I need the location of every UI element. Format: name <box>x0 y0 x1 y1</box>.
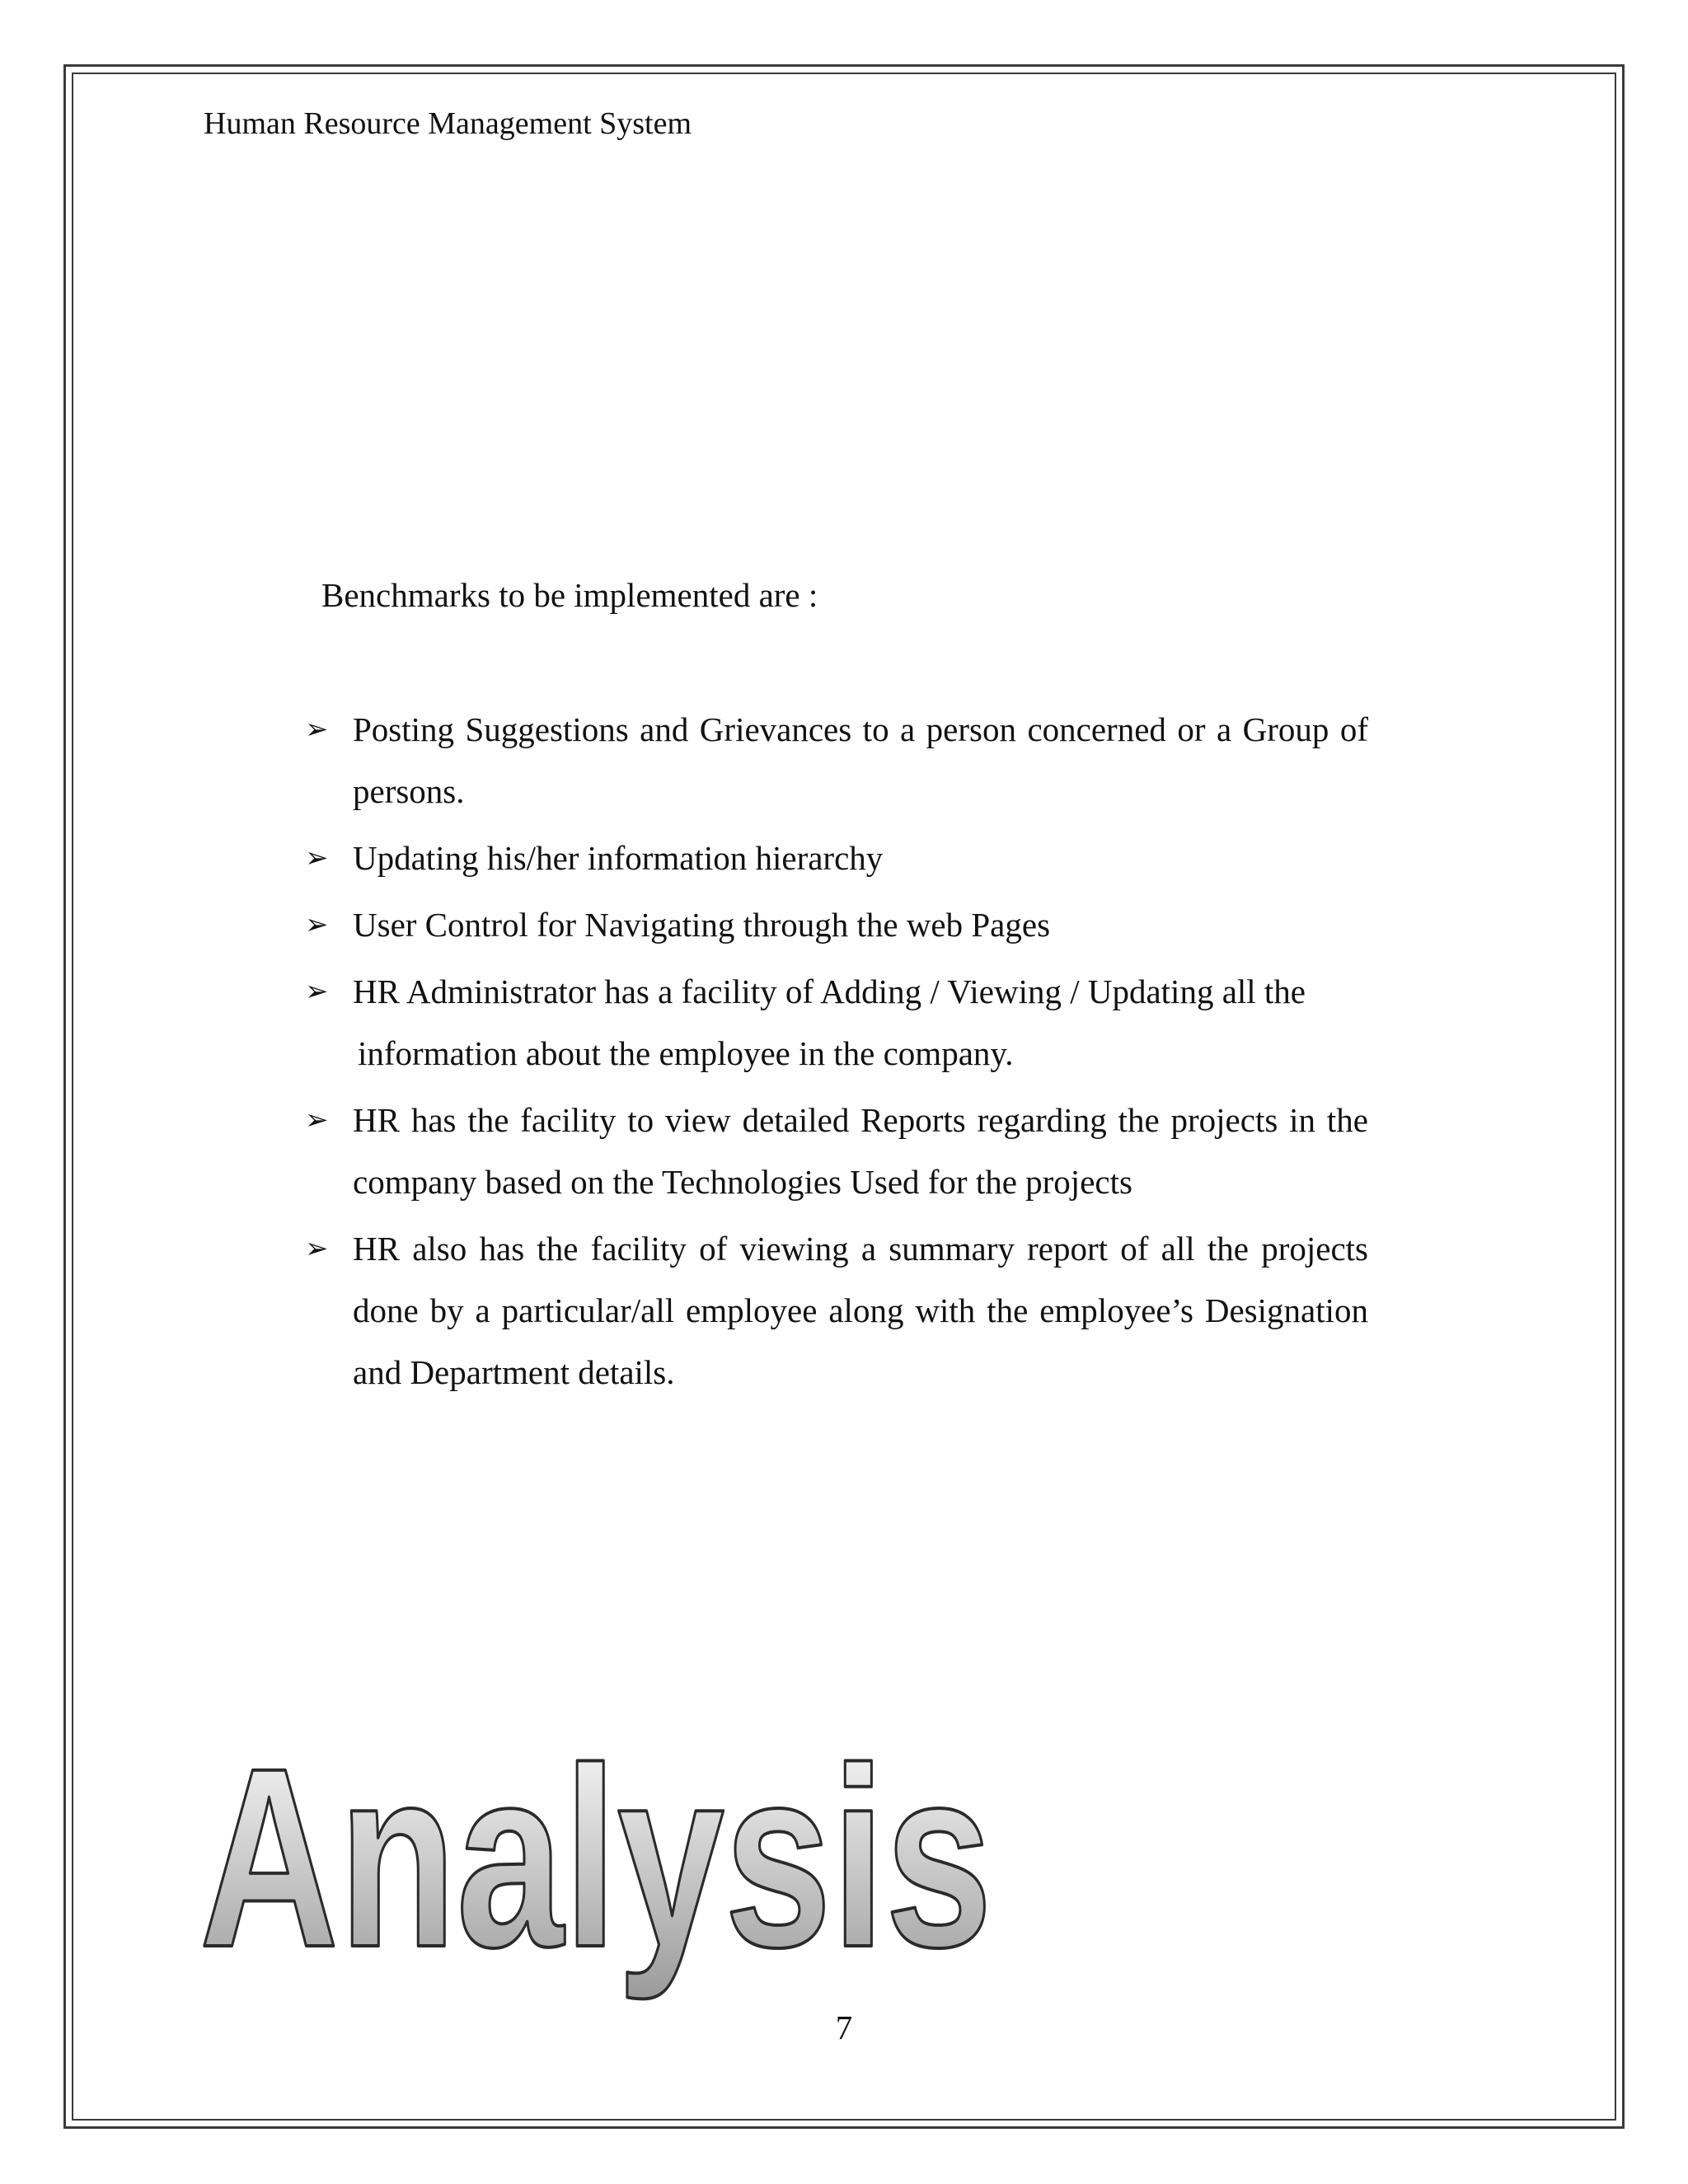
section-title-wordart <box>195 1714 1251 2015</box>
list-item-text: Posting Suggestions and Grievances to a person concerned or a Group of persons. <box>353 710 1368 810</box>
list-item <box>305 961 1368 1085</box>
running-header: Human Resource Management System <box>204 106 692 141</box>
list-item-continuation: information about the employee in the company. <box>358 1034 1014 1072</box>
list-item <box>305 1218 1368 1404</box>
arrowhead-bullet-icon: ➢ <box>305 841 329 874</box>
list-item <box>305 827 1368 889</box>
list-item <box>305 699 1368 823</box>
list-item <box>305 1090 1368 1213</box>
list-item <box>305 894 1368 956</box>
section-title-text: Analysis <box>199 1714 1251 2000</box>
list-item-text: HR also has the facility of viewing a summary report of all the projects done by a particular/all employee along with the employee’s Designation and Department details. <box>353 1230 1368 1391</box>
arrowhead-bullet-icon: ➢ <box>305 908 329 941</box>
benchmarks-intro: Benchmarks to be implemented are : <box>321 576 818 614</box>
list-item-text: HR has the facility to view detailed Reports regarding the projects in the company based on the Technologies Used for the projects <box>353 1101 1368 1201</box>
benchmark-list <box>305 699 1368 1408</box>
page-number: 7 <box>835 2008 853 2046</box>
list-item-text: Updating his/her information hierarchy <box>353 839 884 877</box>
arrowhead-bullet-icon: ➢ <box>305 1232 329 1265</box>
list-item-text: HR Administrator has a facility of Adding / Viewing / Updating all the <box>353 972 1306 1010</box>
arrowhead-bullet-icon: ➢ <box>305 1104 329 1137</box>
arrowhead-bullet-icon: ➢ <box>305 713 329 746</box>
arrowhead-bullet-icon: ➢ <box>305 975 329 1008</box>
list-item-text: User Control for Navigating through the web Pages <box>353 906 1051 944</box>
